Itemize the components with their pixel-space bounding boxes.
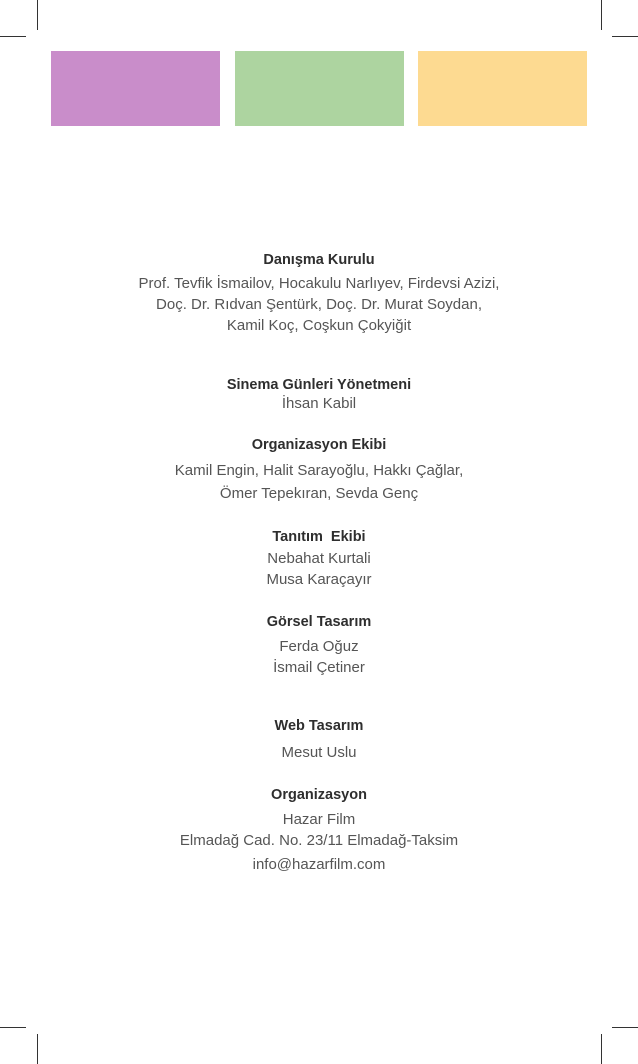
crop-mark-top-right-horizontal — [612, 36, 638, 37]
web-design-line: Mesut Uslu — [281, 744, 357, 761]
crop-mark-bottom-left-vertical — [37, 1034, 38, 1064]
promotion-team-title: Tanıtım Ekibi — [272, 529, 366, 545]
crop-mark-top-left-horizontal — [0, 36, 26, 37]
director-name: İhsan Kabil — [281, 395, 357, 412]
visual-design-line: Ferda Oğuz — [279, 638, 359, 655]
crop-mark-bottom-left-horizontal — [0, 1027, 26, 1028]
organization-team-line: Kamil Engin, Halit Sarayoğlu, Hakkı Çağlar, — [174, 462, 464, 479]
organization-team-line: Ömer Tepekıran, Sevda Genç — [219, 485, 419, 502]
crop-mark-bottom-right-vertical — [601, 1034, 602, 1064]
swatch-yellow — [418, 51, 587, 126]
organization-address: Elmadağ Cad. No. 23/11 Elmadağ-Taksim — [179, 832, 459, 849]
organization-line: Hazar Film — [282, 811, 356, 828]
advisory-line: Doç. Dr. Rıdvan Şentürk, Doç. Dr. Murat Soydan, — [156, 296, 482, 313]
director-title: Sinema Günleri Yönetmeni — [226, 377, 412, 393]
advisory-line: Kamil Koç, Coşkun Çokyiğit — [226, 317, 412, 334]
crop-mark-top-left-vertical — [37, 0, 38, 30]
organization-team-title: Organizasyon Ekibi — [251, 437, 387, 453]
promotion-team-line: Nebahat Kurtali — [267, 550, 371, 567]
crop-mark-top-right-vertical — [601, 0, 602, 30]
advisory-line: Prof. Tevfik İsmailov, Hocakulu Narlıyev, Firdevsi Azizi, — [138, 275, 500, 292]
swatch-green — [235, 51, 404, 126]
visual-design-line: İsmail Çetiner — [273, 659, 365, 676]
advisory-title: Danışma Kurulu — [263, 252, 375, 268]
promotion-team-line: Musa Karaçayır — [266, 571, 372, 588]
visual-design-title: Görsel Tasarım — [266, 614, 372, 630]
web-design-title: Web Tasarım — [274, 718, 364, 734]
crop-mark-bottom-right-horizontal — [612, 1027, 638, 1028]
organization-email: info@hazarfilm.com — [252, 856, 386, 873]
swatch-purple — [51, 51, 220, 126]
organization-title: Organizasyon — [271, 787, 367, 803]
